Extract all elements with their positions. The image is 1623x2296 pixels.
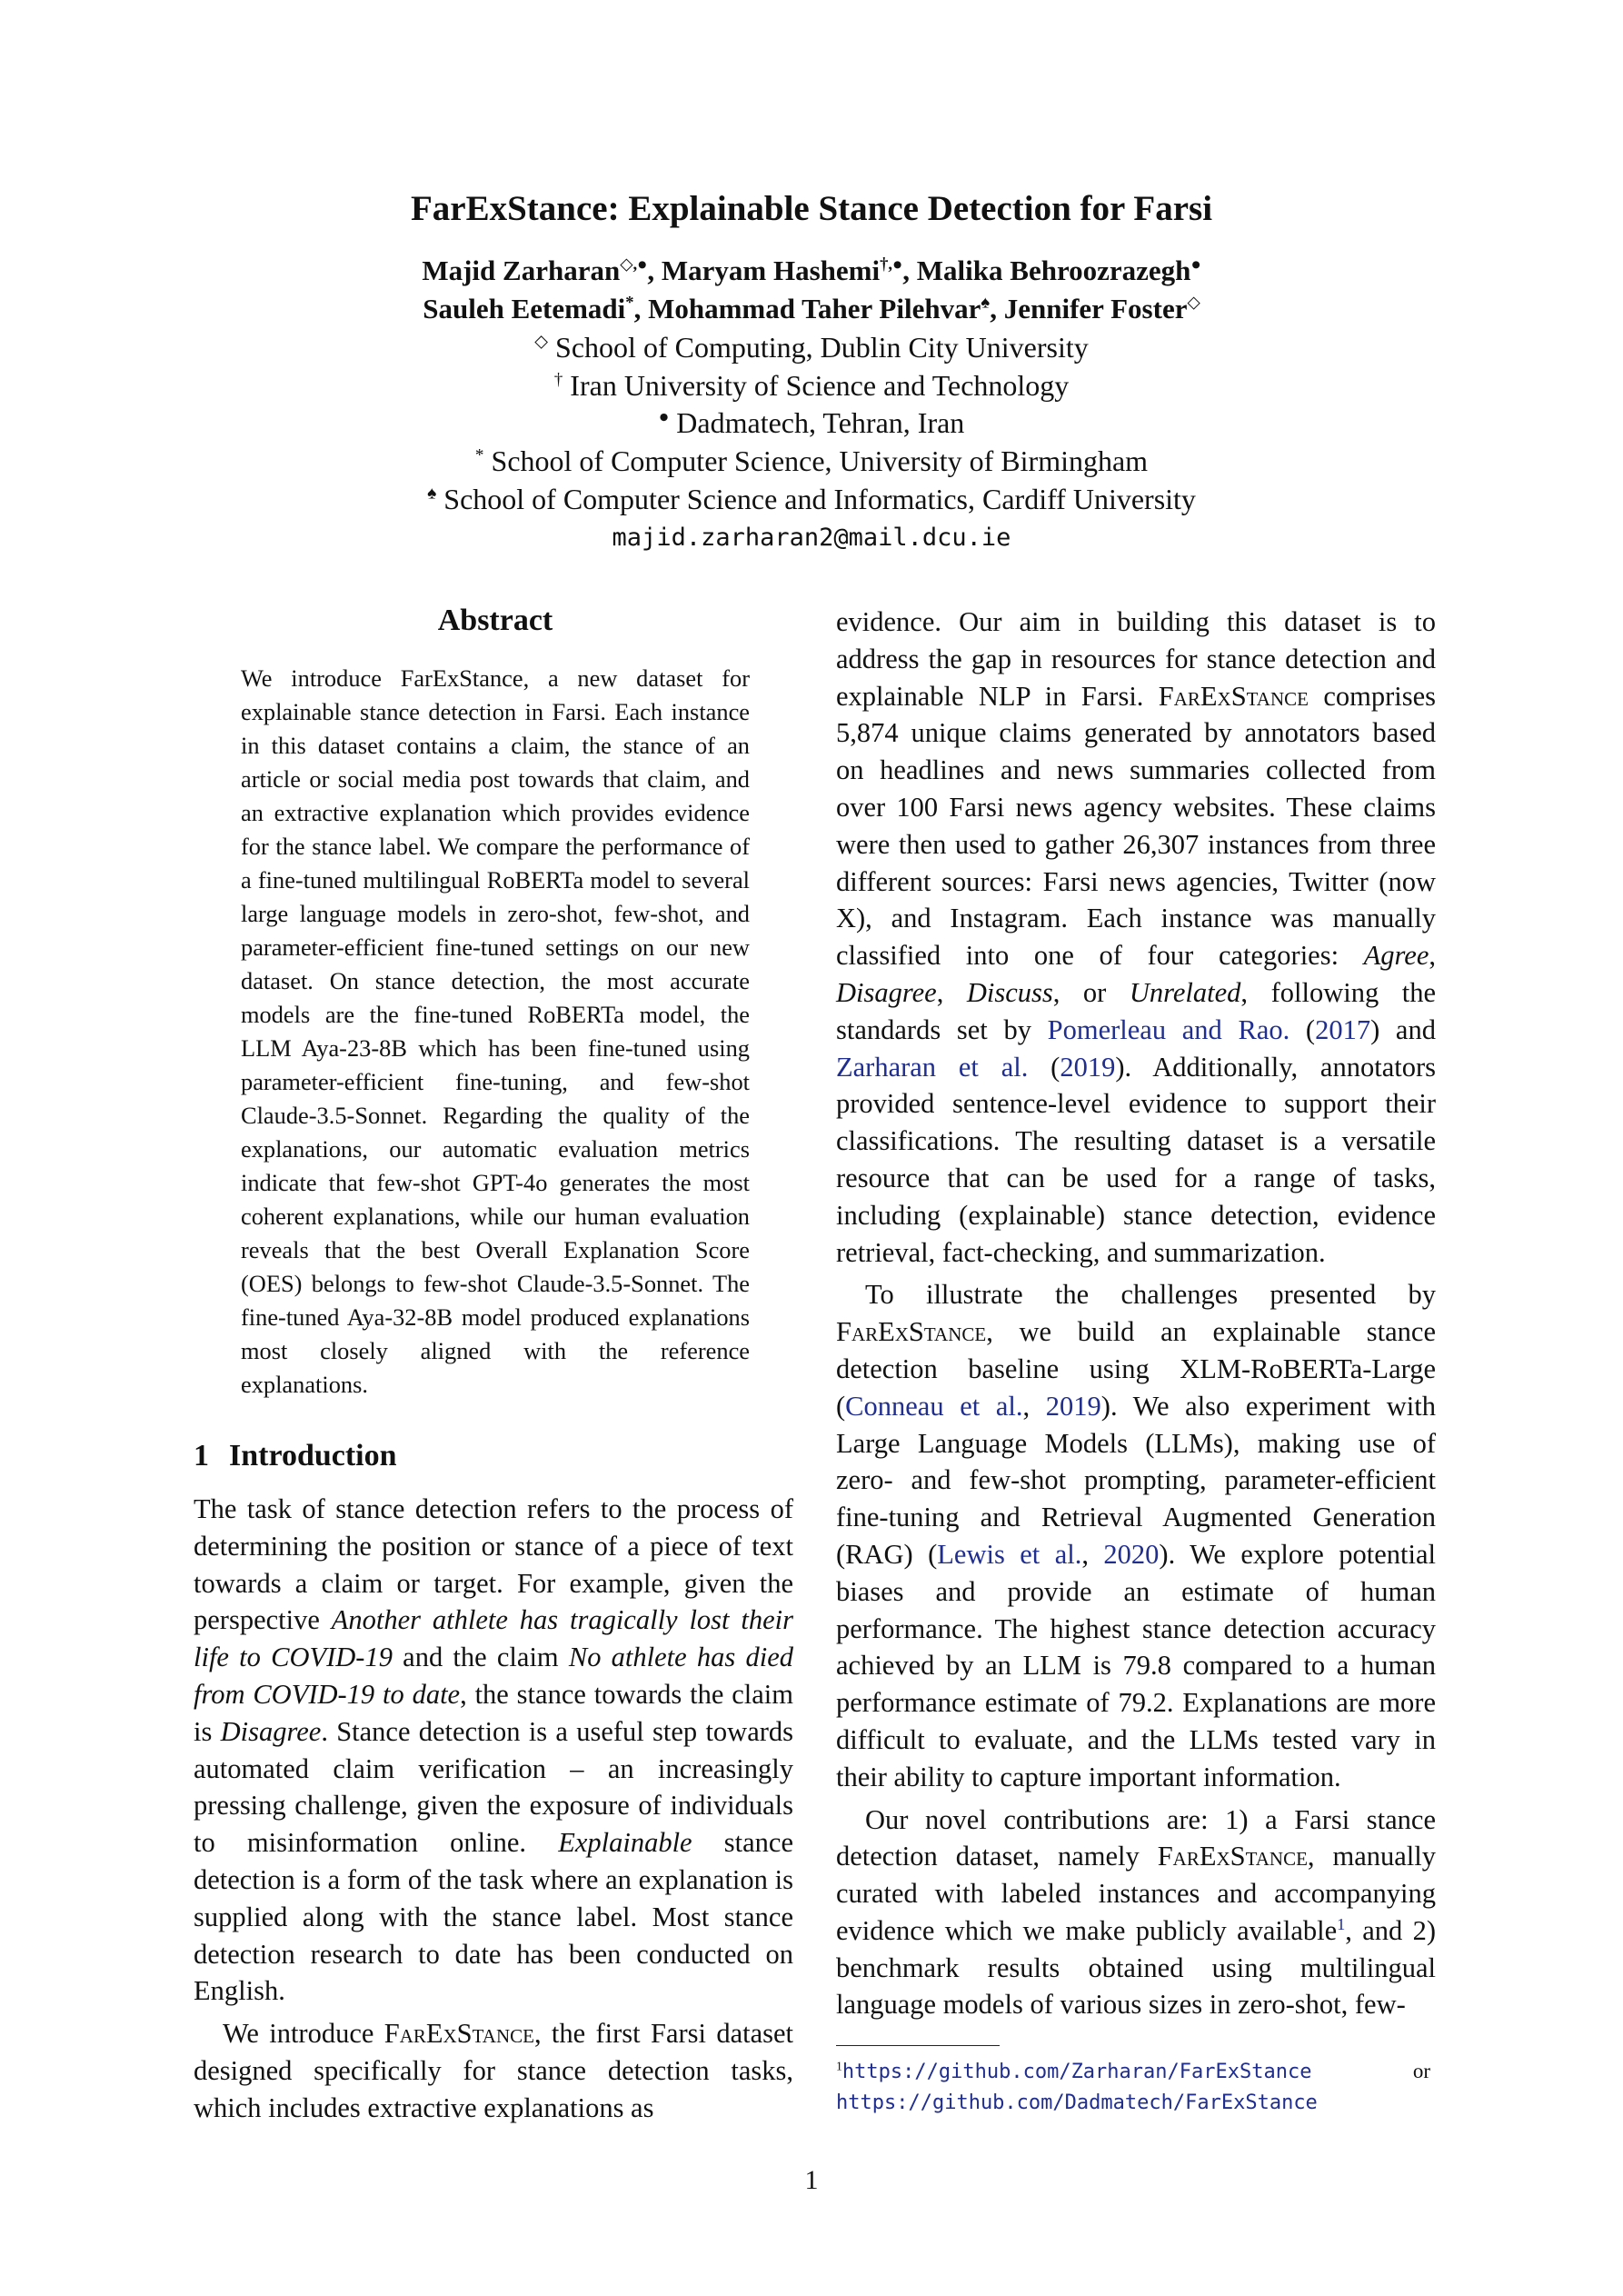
example-claim: No athlete has died from COVID-19 to date [194,1642,793,1710]
footnote [836,2056,1436,2118]
citation-link[interactable]: Zarharan et al. [836,1051,1029,1083]
dataset-name: FarExStance [1158,680,1309,712]
github-url-link[interactable]: https://github.com/Dadmatech/FarExStance [836,2091,1318,2114]
section-number: 1 [194,1439,209,1472]
example-label: Disagree [220,1715,322,1747]
page-number: 1 [804,2165,819,2195]
intro-paragraph: We introduce FarExStance, the first Farsi dataset designed specifically for stance detection tasks, which includes extractive explanations as [194,2018,793,2123]
intro-left-column [194,1491,793,2132]
author-line-2: Sauleh Eetemadi*, Mohammad Taher Pilehvar♠, Jennifer Foster◇ [423,293,1200,324]
contact-email[interactable]: majid.zarharan2@mail.dcu.ie [612,524,1011,552]
citation-year-link[interactable]: 2019 [1060,1051,1116,1083]
dataset-name: FarExStance [1157,1841,1308,1872]
author-affiliation-mark: ◇ [1187,293,1200,313]
affiliation-mark: ● [658,407,670,427]
author-name: Mohammad Taher Pilehvar [648,293,981,324]
author-name: Majid Zarharan [422,255,621,286]
abstract-heading: Abstract [437,604,553,637]
affiliation-mark: ◇ [534,332,549,352]
citation-year-link[interactable]: 2019 [1045,1390,1101,1422]
author-affiliation-mark: * [625,293,634,313]
author-affiliation-mark: ♠ [981,293,991,313]
intro-right-column [836,604,1436,2029]
affiliation-name: School of Computer Science, University of Birmingham [491,444,1149,477]
affiliation-name: School of Computing, Dublin City University [555,331,1089,364]
affiliation-name: Dadmatech, Tehran, Iran [676,406,965,439]
affiliation [0,328,1623,366]
citation-link[interactable]: Lewis et al. [937,1538,1082,1570]
affiliation-mark: * [474,445,484,465]
affiliation [0,480,1623,518]
footnote-or: or [1412,2060,1430,2082]
section-heading [194,1439,397,1473]
affiliation-name: Iran University of Science and Technology [570,369,1070,402]
author-affiliation-mark: ● [1190,255,1201,275]
affiliation [0,366,1623,404]
dataset-name: FarExStance [836,1316,987,1348]
affiliation [0,404,1623,442]
footnote-marker-link[interactable]: 1 [1337,1914,1346,1933]
author-affiliation-mark: ◇,● [620,255,648,275]
author-name: Jennifer Foster [1003,293,1188,324]
intro-paragraph: Our novel contributions are: 1) a Farsi stance detection dataset, namely FarExStance, manually curated with labeled instances and accompanying evidence which we make publicly available$^1$, and 2) benchmark results obtained using multilingual language models of various sizes in zero-shot, few- [836,1803,1436,2021]
author-name: Maryam Hashemi [661,255,881,286]
author-affiliation-mark: †,● [880,255,903,275]
paper-title: FarExStance: Explainable Stance Detection for Farsi [410,189,1213,228]
example-perspective: Another athlete has tragically lost their life to COVID-19 [194,1604,794,1673]
author-name: Sauleh Eetemadi [423,293,626,324]
footnote-line-1 [836,2056,1436,2087]
github-url-link[interactable]: https://github.com/Zarharan/FarExStance [841,2061,1312,2083]
intro-paragraph: evidence. Our aim in building this dataset is to address the gap in resources for stance detection and explainable NLP in Farsi. FarExStance comprises 5,874 unique claims generated by annotators based on headlines and news summaries collected from over 100 Farsi news agency websites. These claims were then used to gather 26,307 instances from three different sources: Farsi news agencies, Twitter (now X), and Instagram. Each instance was manually classified into one of four categories: Agree, Disagree, Discuss, or Unrelated, following the standards set by Pomerleau and Rao. (2017) and Zarharan et al. (2019). Additionally, annotators provided sentence-level evidence to support their classifications. The resulting dataset is a versatile resource that can be used for a range of tasks, including (explainable) stance detection, evidence retrieval, fact-checking, and summarization. [836,606,1436,1268]
citation-link[interactable]: Pomerleau and Rao. [1047,1013,1290,1045]
section-title: Introduction [229,1439,397,1472]
author-line-1: Majid Zarharan◇,●, Maryam Hashemi†,●, Malika Behroozrazegh● [422,255,1201,286]
author-name: Malika Behroozrazegh [916,255,1191,286]
affiliation-mark: ♠ [427,484,437,504]
dataset-name: FarExStance [383,2018,534,2050]
abstract-body [241,662,750,1402]
intro-paragraph: The task of stance detection refers to the process of determining the position or stance of a piece of text towards a claim or target. For example, given the perspective Another athlete has tragically lost their life to COVID-19 and the claim No athlete has died from COVID-19 to date, the stance towards the claim is Disagree. Stance detection is a useful step towards automated claim verification – an increasingly pressing challenge, given the exposure of individuals to misinformation online. Explainable stance detection is a form of the task where an explanation is supplied along with the stance label. Most stance detection research to date has been conducted on English. [194,1493,794,2007]
citation-year-link[interactable]: 2017 [1315,1013,1371,1045]
footnote-mark: 1 [836,2059,842,2073]
affiliation-name: School of Computer Science and Informatics, Cardiff University [443,483,1196,515]
affiliation-mark: † [553,370,563,390]
citation-link[interactable]: Conneau et al. [845,1390,1023,1422]
footnote-rule [836,2045,1000,2046]
citation-year-link[interactable]: 2020 [1103,1538,1160,1570]
affiliation [0,442,1623,480]
footnote-line-2 [836,2087,1436,2118]
author-list [0,252,1623,328]
intro-paragraph: To illustrate the challenges presented by FarExStance, we build an explainable stance detection baseline using XLM-RoBERTa-Large (Conneau et al., 2019). We also experiment with Large Language Models (LLMs), making use of zero- and few-shot prompting, parameter-efficient fine-tuning and Retrieval Augmented Generation (RAG) (Lewis et al., 2020). We explore potential biases and provide an estimate of human performance. The highest stance detection accuracy achieved by an LLM is 79.8 compared to a human performance estimate of 79.2. Explanations are more difficult to evaluate, and the LLMs tested vary in their ability to capture important information. [836,1279,1436,1792]
abstract-text: We introduce FarExStance, a new dataset for explainable stance detection in Farsi. Each instance in this dataset contains a claim, the stance of an article or social media post towards that claim, and an extractive explanation which provides evidence for the stance label. We compare the performance of a fine-tuned multilingual RoBERTa model to several large language models in zero-shot, few-shot, and parameter-efficient fine-tuned settings on our new dataset. On stance detection, the most accurate models are the fine-tuned RoBERTa model, the LLM Aya-23-8B which has been fine-tuned using parameter-efficient fine-tuning, and few-shot Claude-3.5-Sonnet. Regarding the quality of the explanations, our automatic evaluation metrics indicate that few-shot GPT-4o generates the most coherent explanations, while our human evaluation reveals that the best Overall Explanation Score (OES) belongs to few-shot Claude-3.5-Sonnet. The fine-tuned Aya-32-8B model produced explanations most closely aligned with the reference explanations. [241,664,750,1398]
